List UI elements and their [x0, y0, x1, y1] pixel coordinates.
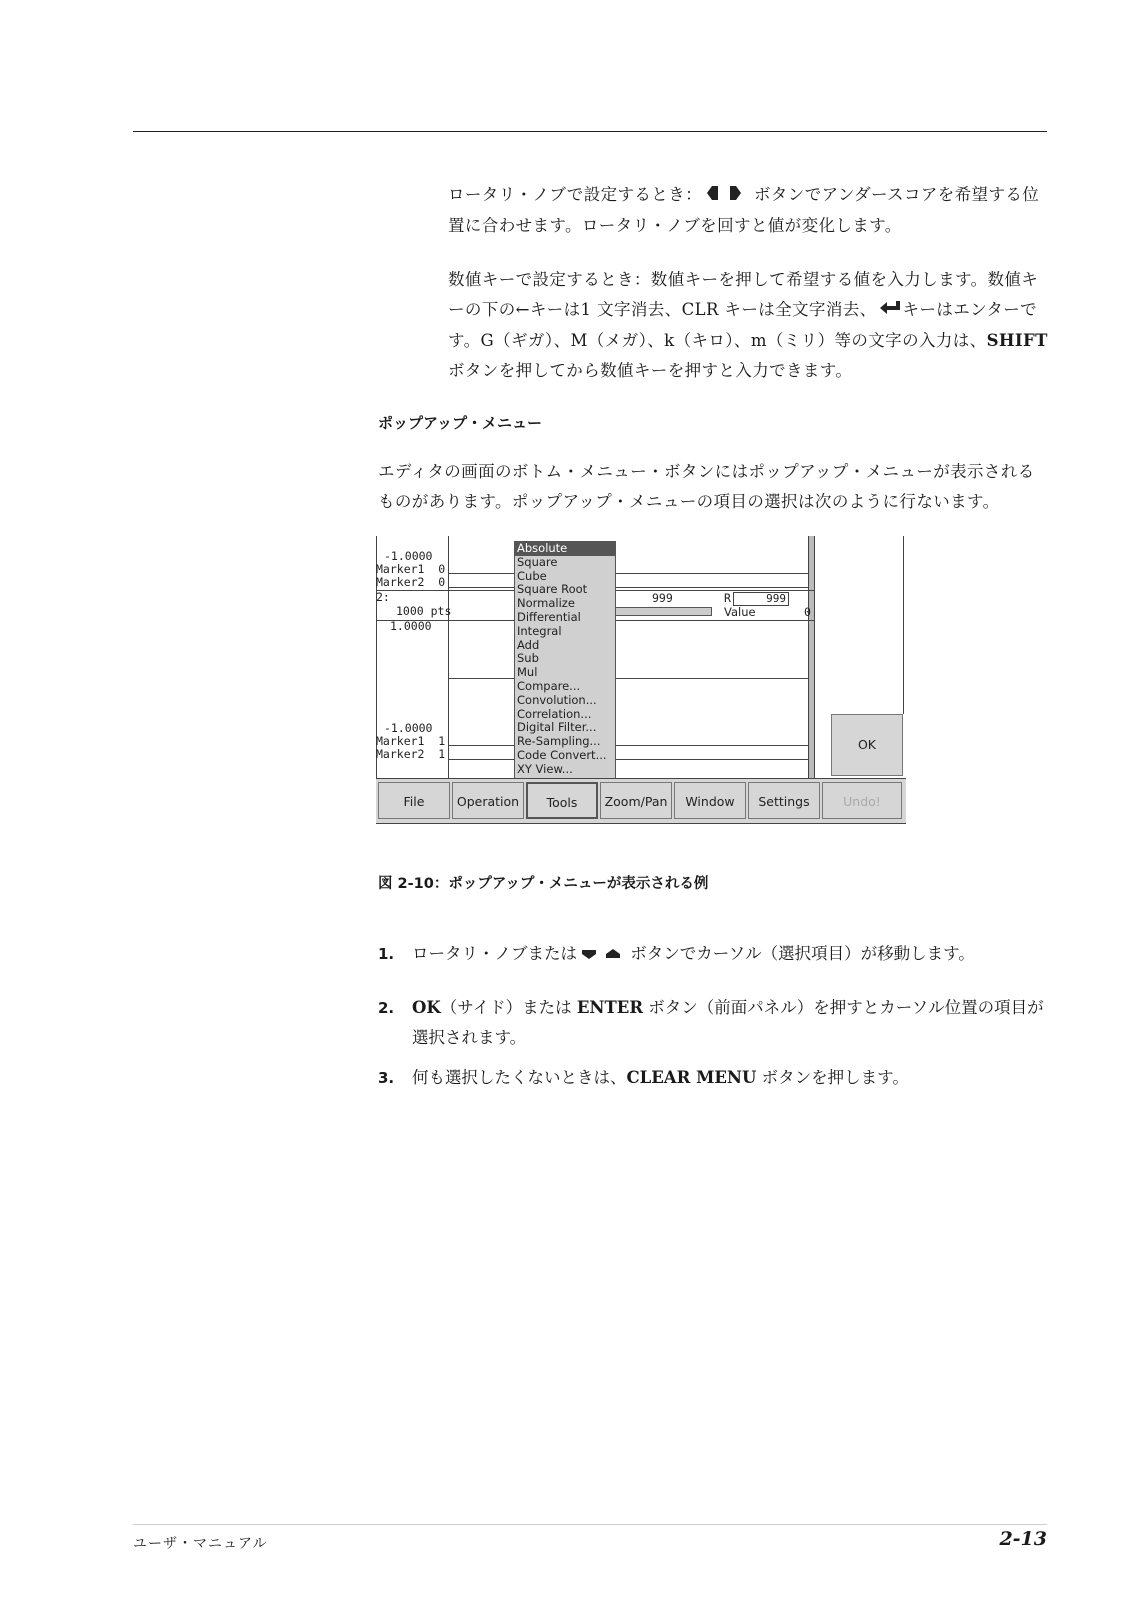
step-1-text-a: ロータリ・ノブまたは	[412, 944, 577, 963]
step-2-ok: OK	[412, 998, 441, 1017]
step-2-text-a: （サイド）または	[440, 998, 577, 1017]
rotary-body-text: ボタンでアンダースコアを希望する位置に合わせます。ロータリ・ノブを回すと値が変化します。	[448, 185, 1040, 235]
left-arrow-icon	[706, 181, 720, 211]
step-2-text-b: ボタン（前面パネル）を押すとカーソル位置の項目が選択されます。	[412, 998, 1044, 1047]
menu-item-re-sampling[interactable]: Re-Sampling...	[517, 735, 601, 749]
step-3-clear-menu: CLEAR MENU	[626, 1068, 757, 1087]
up-arrow-icon	[605, 940, 621, 970]
shift-key-text: SHIFT	[986, 330, 1048, 350]
step-2-number: 2.	[378, 999, 395, 1017]
upper-min-value: -1.0000	[384, 549, 433, 563]
page-number: 2-13	[999, 1528, 1047, 1550]
scrollbar-track[interactable]	[809, 536, 814, 778]
operation-button[interactable]: Operation	[452, 782, 524, 819]
r-value-field[interactable]: 999	[733, 592, 789, 606]
window-button[interactable]: Window	[674, 782, 746, 819]
lower-marker1-line	[448, 745, 808, 746]
footer-title: ユーザ・マニュアル	[133, 1536, 268, 1552]
value-number: 0	[804, 605, 811, 619]
menu-item-add[interactable]: Add	[517, 638, 540, 652]
zoom-pan-button[interactable]: Zoom/Pan	[600, 782, 672, 819]
panel2-max-value: 1.0000	[390, 619, 432, 633]
step-1-text-b: ボタンでカーソル（選択項目）が移動します。	[625, 944, 975, 963]
menu-item-correlation[interactable]: Correlation...	[517, 707, 592, 721]
menu-item-absolute[interactable]: Absolute	[515, 542, 615, 556]
menu-item-differential[interactable]: Differential	[517, 610, 581, 624]
down-arrow-icon	[581, 940, 597, 970]
step-1	[378, 939, 1048, 970]
scrollbar-right-edge	[814, 536, 815, 778]
paragraph-popup-intro: エディタの画面のボトム・メニュー・ボタンにはポップアップ・メニューが表示されるものがあります。ポップアップ・メニューの項目の選択は次のように行ないます。	[378, 462, 1035, 511]
points-count: 1000 pts	[396, 604, 452, 618]
editor-screenshot	[376, 536, 906, 822]
figure-caption: 図 2-10：ポップアップ・メニューが表示される例	[378, 876, 709, 892]
value-slider[interactable]	[614, 607, 712, 616]
lower-min-value: -1.0000	[384, 721, 433, 735]
menu-item-digital-filter[interactable]: Digital Filter...	[517, 721, 597, 735]
menu-item-integral[interactable]: Integral	[517, 624, 562, 638]
right-arrow-icon	[728, 181, 742, 211]
r-label: R	[724, 591, 731, 605]
menu-item-compare[interactable]: Compare...	[517, 679, 581, 693]
panel2-label: 2:	[376, 590, 390, 604]
section-heading: ポップアップ・メニュー	[378, 414, 542, 432]
upper-marker1-line	[448, 573, 808, 574]
step-3-text-b: ボタンを押します。	[756, 1068, 909, 1087]
upper-marker2: Marker2 0	[376, 575, 446, 589]
value-label: Value	[724, 605, 756, 619]
step-1-number: 1.	[378, 945, 395, 963]
bottom-menu-bar	[376, 778, 906, 824]
menu-item-mul[interactable]: Mul	[517, 666, 538, 680]
menu-item-square[interactable]: Square	[517, 555, 558, 569]
step-2	[378, 993, 1048, 1053]
lower-marker2: Marker2 1	[376, 747, 446, 761]
numeric-text-3: ボタンを押してから数値キーを押すと入力できます。	[448, 360, 853, 380]
paragraph-numeric-keys	[448, 265, 1048, 386]
top-rule	[133, 131, 1047, 132]
paragraph-rotary-knob	[448, 180, 1048, 241]
numeric-text-1: 数値キーで設定するとき：数値キーを押して希望する値を入力します。数値キーの下の←キーは1 文字消去、CLR キーは全文字消去、	[448, 270, 1039, 319]
menu-item-convolution[interactable]: Convolution...	[517, 693, 597, 707]
side-panel-edge	[903, 536, 904, 714]
tools-button[interactable]: Tools	[526, 782, 598, 819]
step-3-number: 3.	[378, 1069, 395, 1087]
enter-key-icon	[878, 296, 902, 326]
upper-marker2-line	[448, 587, 808, 588]
panel2-mid-line	[448, 678, 808, 679]
settings-button[interactable]: Settings	[748, 782, 820, 819]
upper-marker1: Marker1 0	[376, 562, 446, 576]
menu-item-square-root[interactable]: Square Root	[517, 583, 588, 597]
menu-item-normalize[interactable]: Normalize	[517, 597, 575, 611]
menu-item-sub[interactable]: Sub	[517, 652, 539, 666]
rotary-lead-text: ロータリ・ノブで設定するとき：	[448, 185, 702, 204]
footer-rule	[133, 1524, 1047, 1525]
delta-value: 999	[652, 591, 673, 605]
menu-item-code-convert[interactable]: Code Convert...	[517, 748, 607, 762]
ok-button[interactable]: OK	[831, 714, 903, 776]
step-3-text-a: 何も選択したくないときは、	[412, 1068, 627, 1087]
file-button[interactable]: File	[378, 782, 450, 819]
menu-item-xy-view[interactable]: XY View...	[517, 762, 573, 776]
step-3	[378, 1063, 1048, 1093]
undo-button[interactable]: Undo!	[822, 782, 902, 819]
menu-item-cube[interactable]: Cube	[517, 569, 547, 583]
popup-menu[interactable]	[514, 541, 616, 779]
lower-marker1: Marker1 1	[376, 734, 446, 748]
numeric-text-2: キーはエンターです。G（ギガ）、M（メガ）、k（キロ）、m（ミリ）等の文字の入力は、	[448, 300, 1038, 350]
lower-marker2-line	[448, 759, 808, 760]
step-2-enter: ENTER	[576, 998, 644, 1017]
